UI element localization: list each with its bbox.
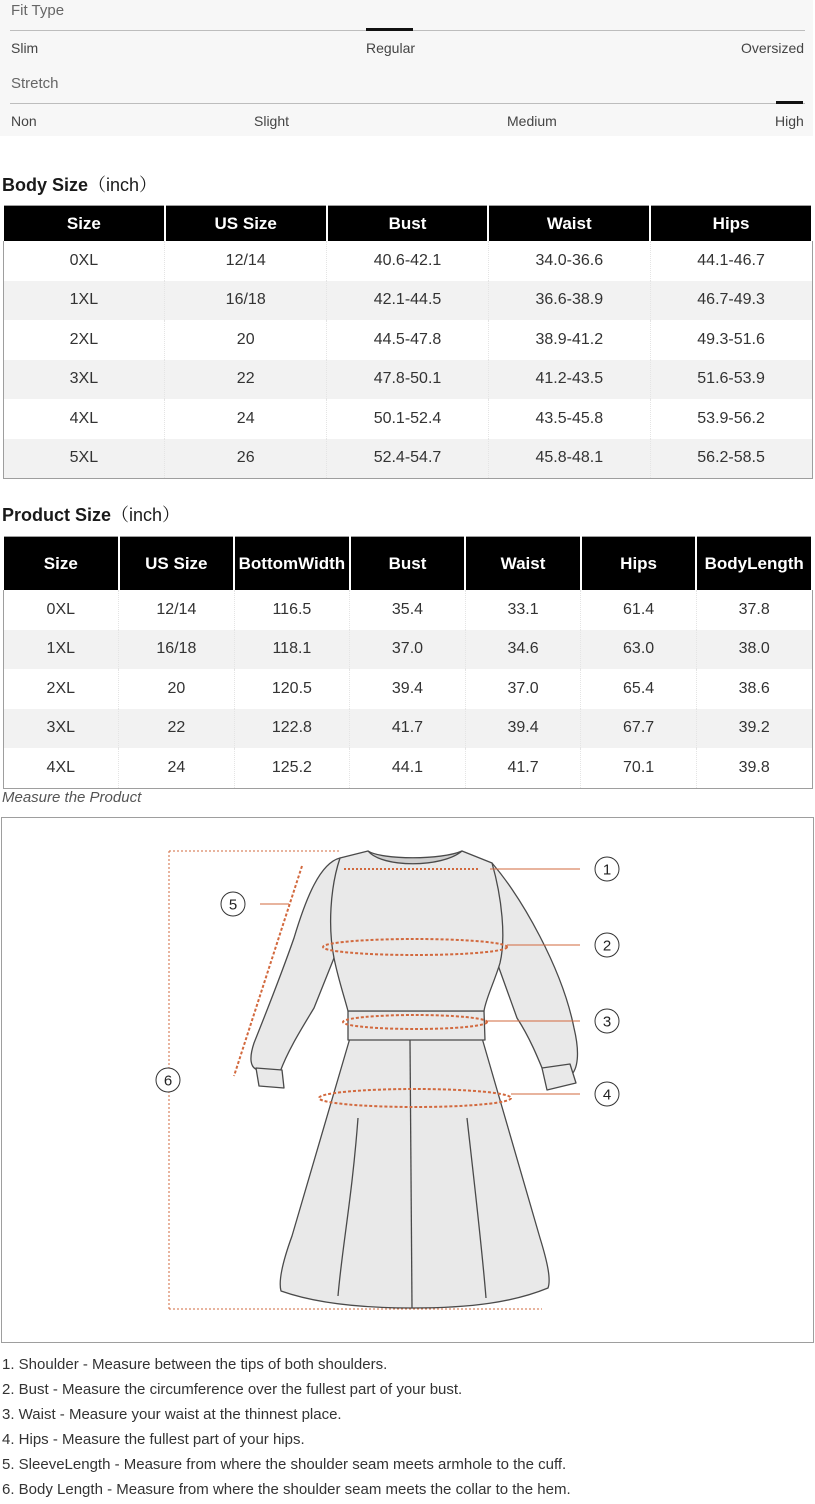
marker-4-label: 4 xyxy=(602,1086,612,1104)
stretch-label-high: High xyxy=(775,113,804,129)
table-cell: 45.8-48.1 xyxy=(488,439,650,479)
table-cell: 38.9-41.2 xyxy=(488,320,650,360)
table-cell: 0XL xyxy=(3,590,119,630)
fit-type-label-oversized: Oversized xyxy=(741,40,805,56)
table-cell: 51.6-53.9 xyxy=(650,360,812,400)
measure-caption: Measure the Product xyxy=(2,789,142,806)
note-body-length: 6. Body Length - Measure from where the shoulder seam meets the collar to the hem. xyxy=(2,1481,571,1498)
marker-5 xyxy=(221,892,245,916)
measurement-notes xyxy=(2,1354,571,1504)
table-cell: 47.8-50.1 xyxy=(327,360,489,400)
table-cell: 2XL xyxy=(3,320,165,360)
marker-2-label: 2 xyxy=(602,937,612,955)
table-cell: 41.2-43.5 xyxy=(488,360,650,400)
table-cell: 22 xyxy=(119,709,235,749)
table-row xyxy=(3,320,812,360)
table-cell: 40.6-42.1 xyxy=(327,241,489,281)
table-cell: 1XL xyxy=(3,281,165,321)
table-cell: 4XL xyxy=(3,748,119,788)
table-cell: 20 xyxy=(165,320,327,360)
body-size-table xyxy=(2,205,813,479)
note-bust: 2. Bust - Measure the circumference over the fullest part of your bust. xyxy=(2,1381,463,1398)
table-cell: 50.1-52.4 xyxy=(327,399,489,439)
table-cell: 116.5 xyxy=(234,590,350,630)
fit-type-selected-marker xyxy=(366,28,413,31)
table-cell: 44.5-47.8 xyxy=(327,320,489,360)
table-row xyxy=(3,241,812,281)
note-shoulder: 1. Shoulder - Measure between the tips of both shoulders. xyxy=(2,1356,388,1373)
table-cell: 16/18 xyxy=(119,630,235,670)
note-waist: 3. Waist - Measure your waist at the thinnest place. xyxy=(2,1406,342,1423)
table-cell: 12/14 xyxy=(119,590,235,630)
marker-6 xyxy=(156,1068,180,1092)
product-size-heading xyxy=(2,501,180,527)
table-cell: 42.1-44.5 xyxy=(327,281,489,321)
table-cell: 2XL xyxy=(3,669,119,709)
marker-4 xyxy=(595,1082,619,1106)
table-row xyxy=(3,709,812,749)
column-header: Waist xyxy=(465,537,581,591)
table-cell: 0XL xyxy=(3,241,165,281)
table-cell: 39.8 xyxy=(696,748,812,788)
measurement-diagram xyxy=(1,817,814,1343)
stretch-selected-marker xyxy=(776,101,803,104)
table-cell: 63.0 xyxy=(581,630,697,670)
product-size-title: Product Size xyxy=(2,505,112,525)
table-row xyxy=(3,281,812,321)
note-sleeve-length: 5. SleeveLength - Measure from where the shoulder seam meets armhole to the cuff. xyxy=(2,1456,567,1473)
table-cell: 65.4 xyxy=(581,669,697,709)
marker-1 xyxy=(595,857,619,881)
table-cell: 35.4 xyxy=(350,590,466,630)
column-header: Size xyxy=(3,537,119,591)
marker-3-label: 3 xyxy=(602,1013,612,1031)
note-hips: 4. Hips - Measure the fullest part of your hips. xyxy=(2,1431,305,1448)
dress-diagram-svg xyxy=(2,818,813,1342)
fit-type-title: Fit Type xyxy=(11,2,65,19)
table-cell: 37.0 xyxy=(350,630,466,670)
dress-illustration xyxy=(251,851,578,1308)
table-row xyxy=(3,399,812,439)
stretch-label-non: Non xyxy=(11,113,37,129)
table-header-row xyxy=(3,537,812,591)
table-cell: 44.1 xyxy=(350,748,466,788)
body-size-heading xyxy=(2,171,157,197)
column-header: Size xyxy=(3,206,165,242)
table-row xyxy=(3,669,812,709)
column-header: Waist xyxy=(488,206,650,242)
table-cell: 46.7-49.3 xyxy=(650,281,812,321)
table-cell: 70.1 xyxy=(581,748,697,788)
table-cell: 1XL xyxy=(3,630,119,670)
product-size-unit: （inch） xyxy=(111,505,181,525)
product-size-table xyxy=(2,536,813,789)
table-cell: 39.4 xyxy=(350,669,466,709)
marker-1-label: 1 xyxy=(602,861,612,879)
table-header-row xyxy=(3,206,812,242)
table-cell: 41.7 xyxy=(350,709,466,749)
table-row xyxy=(3,360,812,400)
marker-6-label: 6 xyxy=(163,1072,173,1090)
table-cell: 53.9-56.2 xyxy=(650,399,812,439)
column-header: Hips xyxy=(581,537,697,591)
table-cell: 118.1 xyxy=(234,630,350,670)
stretch-label-medium: Medium xyxy=(507,113,557,129)
table-cell: 22 xyxy=(165,360,327,400)
table-cell: 67.7 xyxy=(581,709,697,749)
table-cell: 5XL xyxy=(3,439,165,479)
stretch-title: Stretch xyxy=(11,75,59,92)
column-header: US Size xyxy=(165,206,327,242)
table-cell: 3XL xyxy=(3,709,119,749)
table-cell: 125.2 xyxy=(234,748,350,788)
column-header: BottomWidth xyxy=(234,537,350,591)
table-cell: 122.8 xyxy=(234,709,350,749)
table-cell: 44.1-46.7 xyxy=(650,241,812,281)
table-cell: 20 xyxy=(119,669,235,709)
table-cell: 38.0 xyxy=(696,630,812,670)
table-cell: 56.2-58.5 xyxy=(650,439,812,479)
table-cell: 4XL xyxy=(3,399,165,439)
table-cell: 39.2 xyxy=(696,709,812,749)
table-cell: 26 xyxy=(165,439,327,479)
table-row xyxy=(3,439,812,479)
column-header: Hips xyxy=(650,206,812,242)
fit-type-label-slim: Slim xyxy=(11,40,39,56)
column-header: US Size xyxy=(119,537,235,591)
table-row xyxy=(3,590,812,630)
column-header: Bust xyxy=(350,537,466,591)
table-cell: 12/14 xyxy=(165,241,327,281)
table-cell: 37.8 xyxy=(696,590,812,630)
marker-2 xyxy=(595,933,619,957)
table-cell: 34.0-36.6 xyxy=(488,241,650,281)
table-cell: 37.0 xyxy=(465,669,581,709)
table-cell: 33.1 xyxy=(465,590,581,630)
marker-5-label: 5 xyxy=(228,896,238,914)
fit-type-label-regular: Regular xyxy=(366,40,416,56)
table-row xyxy=(3,748,812,788)
column-header: Bust xyxy=(327,206,489,242)
body-size-title: Body Size xyxy=(2,175,89,195)
table-row xyxy=(3,630,812,670)
table-cell: 39.4 xyxy=(465,709,581,749)
stretch-track xyxy=(10,103,805,104)
table-cell: 34.6 xyxy=(465,630,581,670)
table-cell: 120.5 xyxy=(234,669,350,709)
marker-3 xyxy=(595,1009,619,1033)
table-cell: 36.6-38.9 xyxy=(488,281,650,321)
fit-panel xyxy=(0,0,813,136)
table-cell: 49.3-51.6 xyxy=(650,320,812,360)
table-cell: 24 xyxy=(119,748,235,788)
table-cell: 43.5-45.8 xyxy=(488,399,650,439)
table-cell: 38.6 xyxy=(696,669,812,709)
table-cell: 61.4 xyxy=(581,590,697,630)
body-size-unit: （inch） xyxy=(88,175,158,195)
table-cell: 24 xyxy=(165,399,327,439)
table-cell: 52.4-54.7 xyxy=(327,439,489,479)
table-cell: 16/18 xyxy=(165,281,327,321)
stretch-label-slight: Slight xyxy=(254,113,290,129)
table-cell: 41.7 xyxy=(465,748,581,788)
table-cell: 3XL xyxy=(3,360,165,400)
column-header: BodyLength xyxy=(696,537,812,591)
